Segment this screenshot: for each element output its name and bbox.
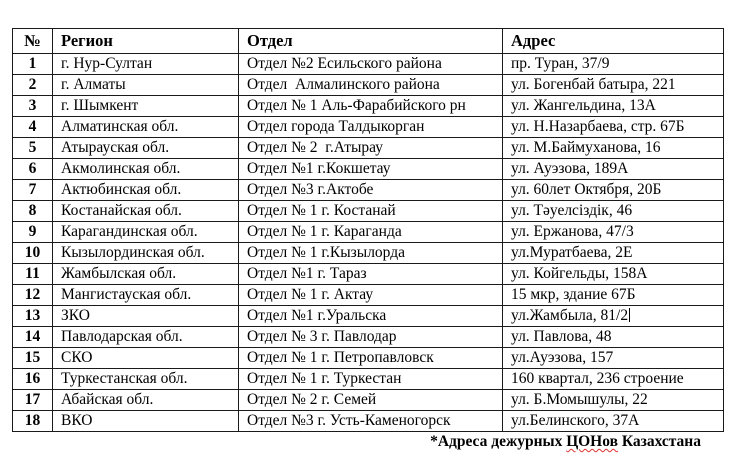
region-cell[interactable]: Туркестанская обл.	[53, 369, 239, 390]
table-row	[13, 54, 724, 75]
region-cell[interactable]: Актюбинская обл.	[53, 180, 239, 201]
table-row	[13, 96, 724, 117]
department-cell[interactable]: Отдел №1 г.Кокшетау	[239, 159, 503, 180]
row-number-cell[interactable]: 7	[13, 180, 53, 201]
department-cell[interactable]: Отдел № 3 г. Павлодар	[239, 327, 503, 348]
address-cell[interactable]: ул. Богенбай батыра, 221	[503, 75, 724, 96]
row-number-cell[interactable]: 13	[13, 306, 53, 327]
row-number-cell[interactable]: 16	[13, 369, 53, 390]
address-cell[interactable]: ул. Павлова, 48	[503, 327, 724, 348]
address-cell[interactable]: ул. М.Баймуханова, 16	[503, 138, 724, 159]
department-cell[interactable]: Отдел №3 г.Актобе	[239, 180, 503, 201]
department-cell[interactable]: Отдел №2 Есильского района	[239, 54, 503, 75]
department-cell[interactable]: Отдел №1 г. Тараз	[239, 264, 503, 285]
address-cell[interactable]: пр. Туран, 37/9	[503, 54, 724, 75]
footnote	[12, 433, 723, 451]
region-cell[interactable]: Мангистауская обл.	[53, 285, 239, 306]
department-cell[interactable]: Отдел № 1 г. Актау	[239, 285, 503, 306]
text-cursor	[629, 308, 630, 322]
address-cell[interactable]: ул.Белинского, 37А	[503, 411, 724, 432]
header-department: Отдел	[239, 29, 503, 54]
address-cell[interactable]: ул. Б.Момышулы, 22	[503, 390, 724, 411]
region-cell[interactable]: Акмолинская обл.	[53, 159, 239, 180]
region-cell[interactable]: Алматинская обл.	[53, 117, 239, 138]
header-address: Адрес	[503, 29, 724, 54]
row-number-cell[interactable]: 1	[13, 54, 53, 75]
address-cell[interactable]: ул. 60лет Октября, 20Б	[503, 180, 724, 201]
row-number-cell[interactable]: 10	[13, 243, 53, 264]
department-cell[interactable]: Отдел № 2 г.Атырау	[239, 138, 503, 159]
department-cell[interactable]: Отдел № 1 г. Петропавловск	[239, 348, 503, 369]
table-row	[13, 306, 724, 327]
row-number-cell[interactable]: 14	[13, 327, 53, 348]
table-row	[13, 264, 724, 285]
row-number-cell[interactable]: 11	[13, 264, 53, 285]
region-cell[interactable]: г. Шымкент	[53, 96, 239, 117]
address-cell[interactable]: ул. Тәуелсіздік, 46	[503, 201, 724, 222]
department-cell[interactable]: Отдел № 1 г. Караганда	[239, 222, 503, 243]
address-cell[interactable]: 160 квартал, 236 строение	[503, 369, 724, 390]
department-cell[interactable]: Отдел №3 г. Усть-Каменогорск	[239, 411, 503, 432]
region-cell[interactable]: г. Алматы	[53, 75, 239, 96]
region-cell[interactable]: Павлодарская обл.	[53, 327, 239, 348]
department-cell[interactable]: Отдел № 1 Аль-Фарабийского рн	[239, 96, 503, 117]
row-number-cell[interactable]: 5	[13, 138, 53, 159]
row-number-cell[interactable]: 4	[13, 117, 53, 138]
region-cell[interactable]: Костанайская обл.	[53, 201, 239, 222]
department-cell[interactable]: Отдел №1 г.Уральска	[239, 306, 503, 327]
table-row	[13, 159, 724, 180]
address-cell[interactable]: ул.Жамбыла, 81/2	[503, 306, 724, 327]
row-number-cell[interactable]: 8	[13, 201, 53, 222]
footnote-prefix: *Адреса дежурных	[430, 433, 567, 450]
region-cell[interactable]: СКО	[53, 348, 239, 369]
service-centers-table	[12, 28, 724, 432]
row-number-cell[interactable]: 6	[13, 159, 53, 180]
region-cell[interactable]: Карагандинская обл.	[53, 222, 239, 243]
address-cell[interactable]: ул.Муратбаева, 2Е	[503, 243, 724, 264]
table-row	[13, 201, 724, 222]
department-cell[interactable]: Отдел № 2 г. Семей	[239, 390, 503, 411]
row-number-cell[interactable]: 9	[13, 222, 53, 243]
header-region: Регион	[53, 29, 239, 54]
row-number-cell[interactable]: 15	[13, 348, 53, 369]
table-row	[13, 390, 724, 411]
region-cell[interactable]: ВКО	[53, 411, 239, 432]
table-row	[13, 243, 724, 264]
row-number-cell[interactable]: 3	[13, 96, 53, 117]
table-row	[13, 180, 724, 201]
department-cell[interactable]: Отдел № 1 г. Туркестан	[239, 369, 503, 390]
row-number-cell[interactable]: 12	[13, 285, 53, 306]
address-cell[interactable]: ул. Койгельды, 158А	[503, 264, 724, 285]
table-header-row	[13, 29, 724, 54]
region-cell[interactable]: г. Нур-Султан	[53, 54, 239, 75]
table-row	[13, 222, 724, 243]
region-cell[interactable]: Абайская обл.	[53, 390, 239, 411]
address-cell[interactable]: ул. Н.Назарбаева, стр. 67Б	[503, 117, 724, 138]
department-cell[interactable]: Отдел № 1 г.Кызылорда	[239, 243, 503, 264]
row-number-cell[interactable]: 18	[13, 411, 53, 432]
address-cell[interactable]: ул.Ауэзова, 157	[503, 348, 724, 369]
address-cell[interactable]: 15 мкр, здание 67Б	[503, 285, 724, 306]
row-number-cell[interactable]: 2	[13, 75, 53, 96]
department-cell[interactable]: Отдел Алмалинского района	[239, 75, 503, 96]
address-cell[interactable]: ул. Ержанова, 47/3	[503, 222, 724, 243]
table-row	[13, 327, 724, 348]
address-cell[interactable]: ул. Жангельдина, 13А	[503, 96, 724, 117]
region-cell[interactable]: Кызылординская обл.	[53, 243, 239, 264]
table-row	[13, 138, 724, 159]
table-row	[13, 285, 724, 306]
footnote-suffix: Казахстана	[617, 433, 701, 450]
table-row	[13, 117, 724, 138]
table-row	[13, 348, 724, 369]
header-number: №	[13, 29, 53, 54]
footnote-misspelled-word: ЦОНов	[566, 433, 618, 450]
row-number-cell[interactable]: 17	[13, 390, 53, 411]
region-cell[interactable]: Жамбылская обл.	[53, 264, 239, 285]
table-row	[13, 411, 724, 432]
address-cell[interactable]: ул. Ауэзова, 189А	[503, 159, 724, 180]
department-cell[interactable]: Отдел города Талдыкорган	[239, 117, 503, 138]
table-row	[13, 369, 724, 390]
region-cell[interactable]: ЗКО	[53, 306, 239, 327]
department-cell[interactable]: Отдел № 1 г. Костанай	[239, 201, 503, 222]
region-cell[interactable]: Атырауская обл.	[53, 138, 239, 159]
table-row	[13, 75, 724, 96]
